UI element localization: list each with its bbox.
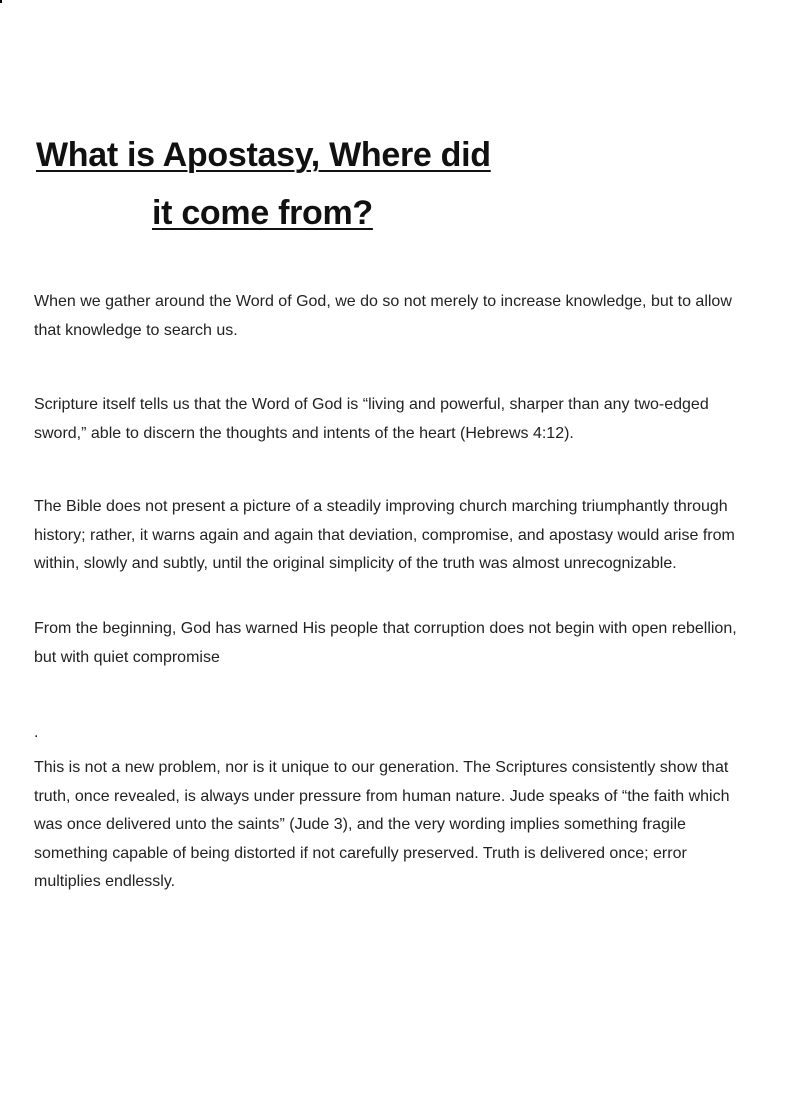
paragraph-beginning: From the beginning, God has warned His people that corruption does not begin with open rebellion, but with quiet compromise	[34, 620, 737, 666]
title-line-2: it come from?	[152, 194, 373, 232]
paragraph-scripture: Scripture itself tells us that the Word of God is “living and powerful, sharper than any two-edged sword,” able to discern the thoughts and intents of the heart (Hebrews 4:12).	[34, 396, 709, 442]
page-title	[0, 126, 491, 242]
title-line-1: What is Apostasy, Where did	[36, 136, 491, 174]
corner-mark	[0, 0, 2, 3]
paragraph-bible-warning: The Bible does not present a picture of a steadily improving church marching triumphantly through history; rather, it warns again and again that deviation, compromise, and apostasy would arise from within, slowly and subtly, until the original simplicity of the truth was almost unrecognizable.	[34, 498, 735, 572]
paragraph-not-new: This is not a new problem, nor is it unique to our generation. The Scriptures consistently show that truth, once revealed, is always under pressure from human nature. Jude speaks of “the faith which was once delivered unto the saints” (Jude 3), and the very wording implies something fragile something capable of being distorted if not carefully preserved. Truth is delivered once; error multiplies endlessly.	[34, 759, 730, 890]
paragraph-intro: When we gather around the Word of God, we do so not merely to increase knowledge, but to allow that knowledge to search us.	[34, 293, 732, 339]
paragraph-period: .	[34, 724, 39, 741]
